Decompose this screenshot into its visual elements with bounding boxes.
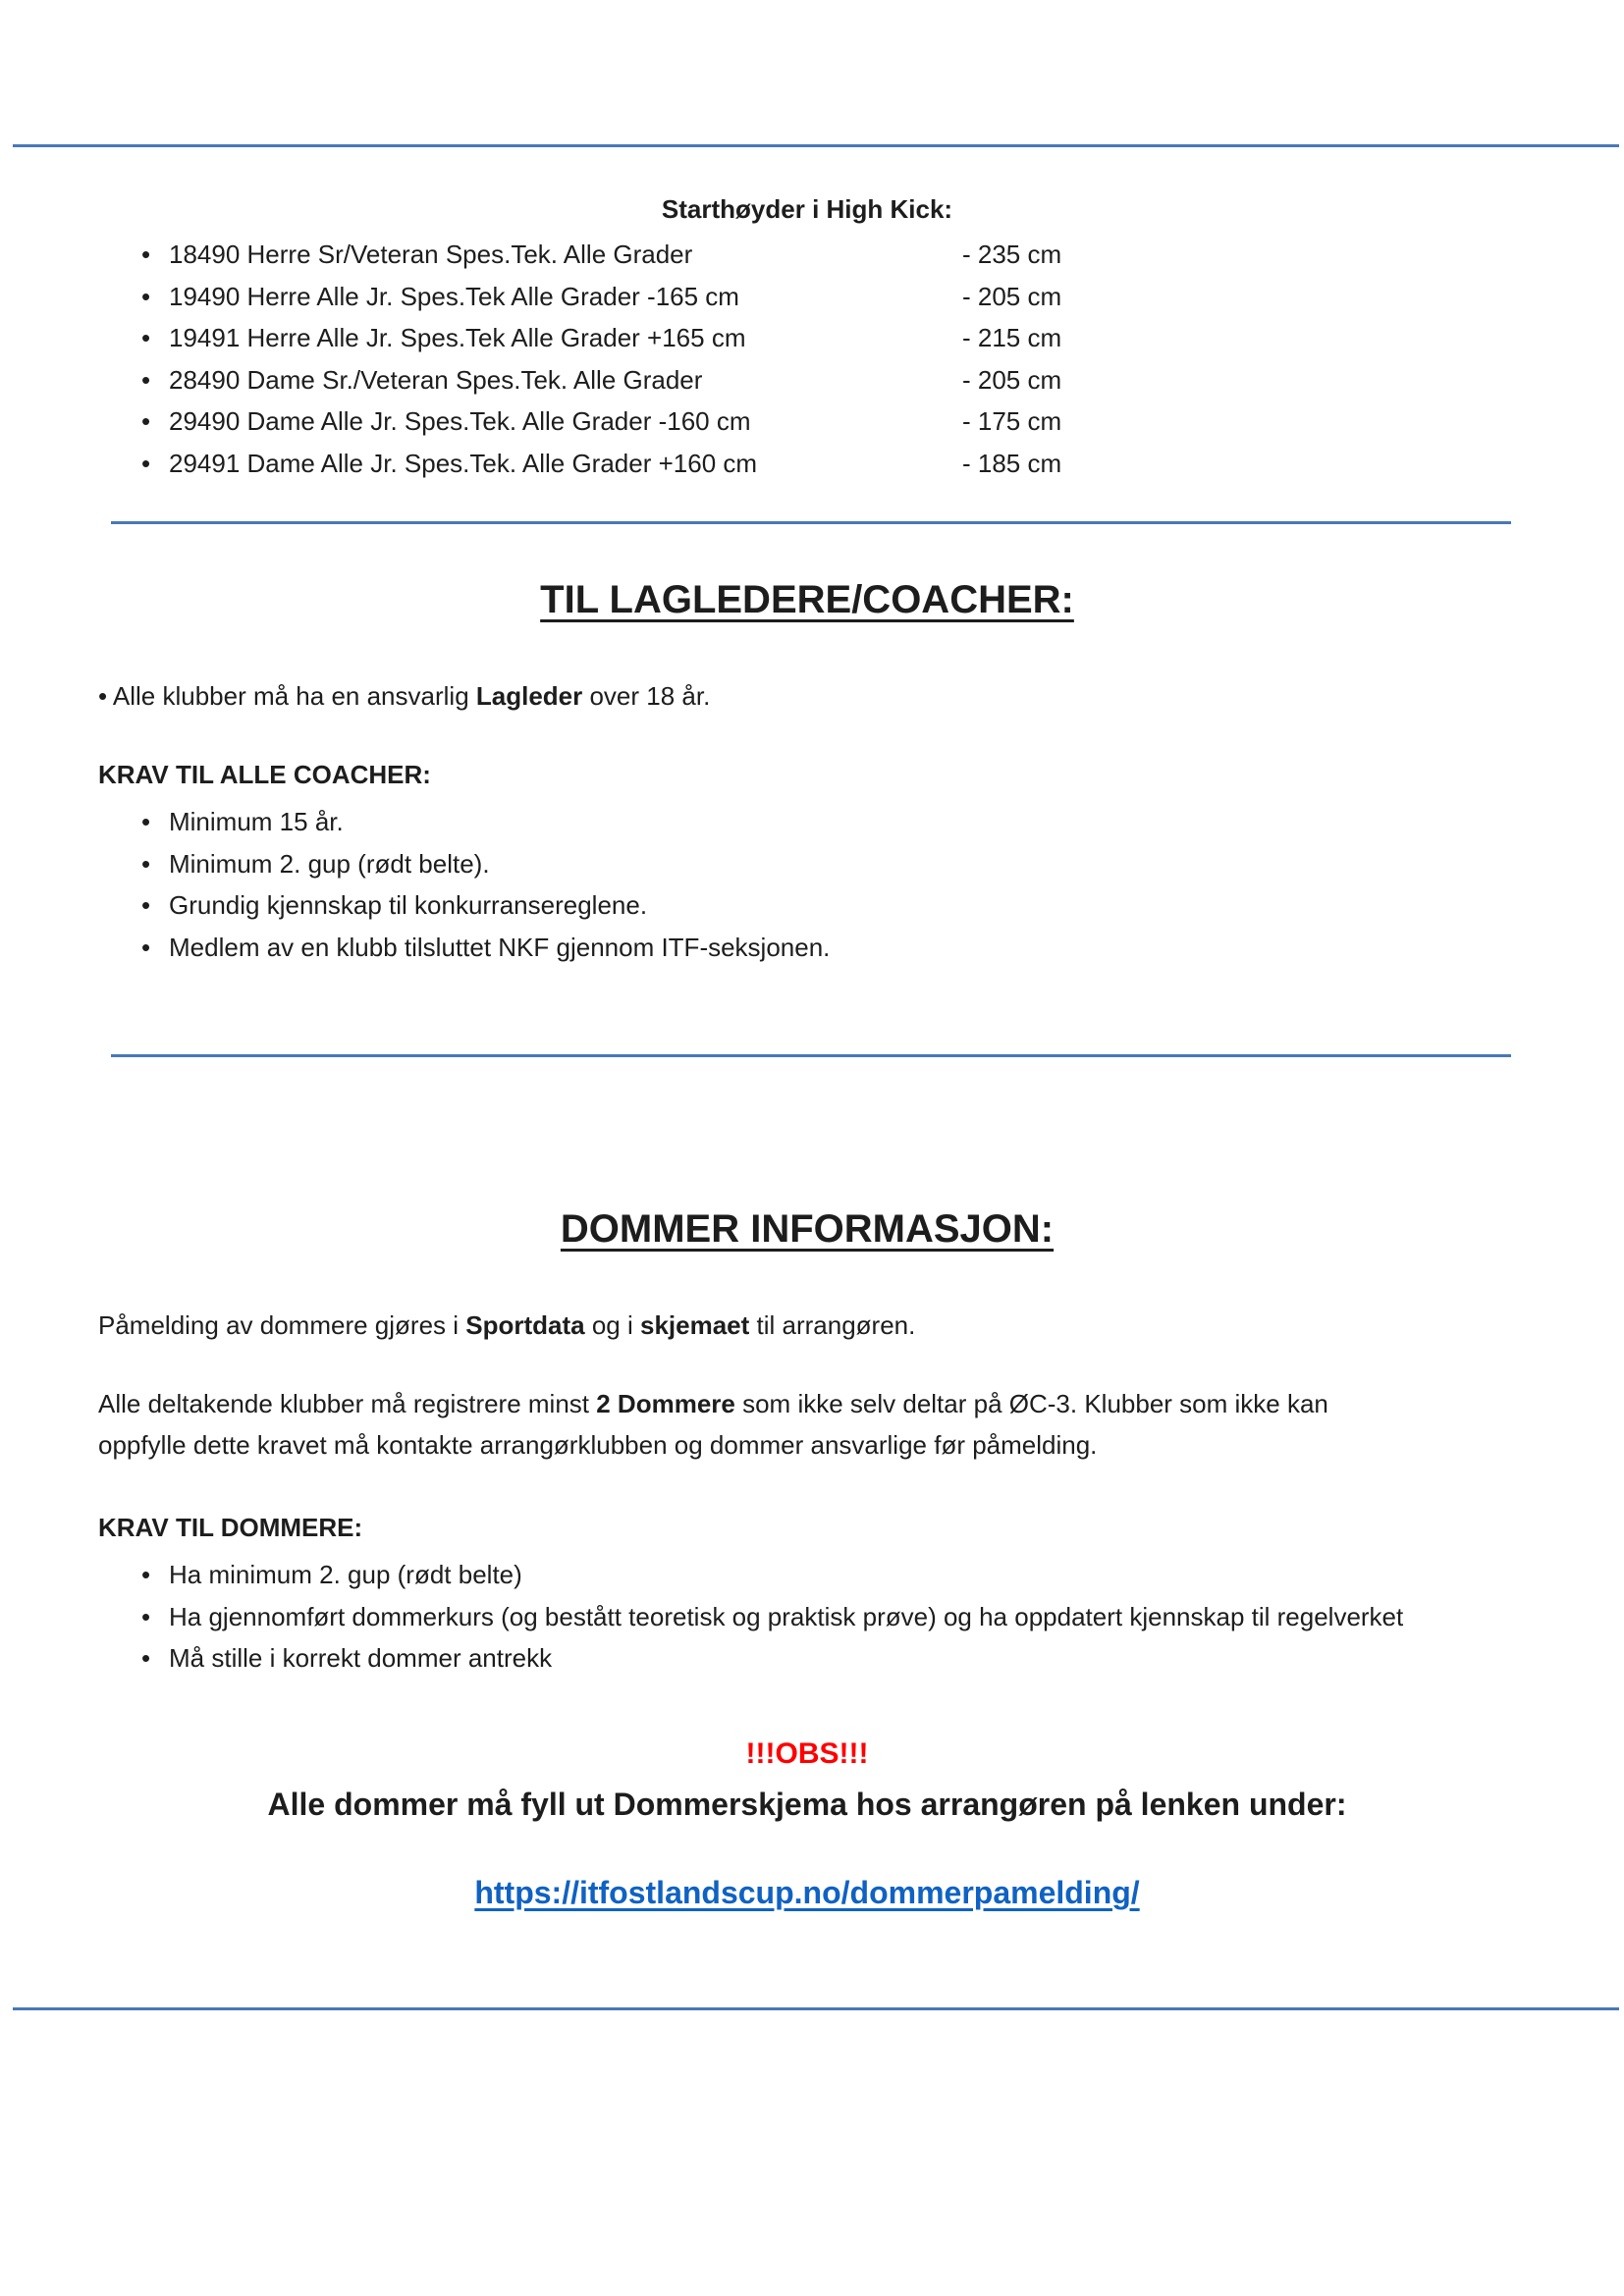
p1-text-end: til arrangøren.: [749, 1310, 916, 1340]
intro-bold-lagleder: Lagleder: [475, 681, 583, 711]
start-height-value: - 215 cm: [962, 323, 1062, 352]
start-height-value: - 205 cm: [962, 364, 1062, 395]
category-label: 19491 Herre Alle Jr. Spes.Tek Alle Grader +165 cm: [169, 323, 746, 352]
category-label: 19490 Herre Alle Jr. Spes.Tek Alle Grader -165 cm: [169, 281, 739, 311]
list-item: [98, 443, 1516, 485]
dommer-registration-link[interactable]: https://itfostlandscup.no/dommerpamelding/: [474, 1874, 1140, 1910]
krav-dommere-heading: KRAV TIL DOMMERE:: [98, 1513, 363, 1542]
category-label: 29490 Dame Alle Jr. Spes.Tek. Alle Grader -160 cm: [169, 406, 751, 436]
list-item: [98, 276, 1516, 318]
start-height-value: - 175 cm: [962, 406, 1062, 436]
divider-dommer: [111, 1054, 1511, 1057]
category-label: 29491 Dame Alle Jr. Spes.Tek. Alle Grader +160 cm: [169, 448, 758, 478]
divider-top: [13, 144, 1619, 147]
p2-text: Alle deltakende klubber må registrere minst: [98, 1389, 597, 1418]
list-item: • Må stille i korrekt dommer antrekk: [98, 1637, 1516, 1680]
starthoyder-list: [98, 234, 1516, 484]
start-height-value: - 235 cm: [962, 240, 1062, 269]
list-item: [98, 400, 1516, 443]
p1-text-mid: og i: [584, 1310, 640, 1340]
start-height-value: - 205 cm: [962, 281, 1062, 311]
category-label: 28490 Dame Sr./Veteran Spes.Tek. Alle Grader: [169, 364, 703, 395]
starthoyder-heading: Starthøyder i High Kick:: [661, 194, 953, 224]
document-content: [0, 190, 1624, 1917]
list-item: • Minimum 2. gup (rødt belte).: [98, 843, 1516, 885]
obs-note: Alle dommer må fyll ut Dommerskjema hos arrangøren på lenken under:: [267, 1786, 1347, 1822]
krav-coacher-heading: KRAV TIL ALLE COACHER:: [98, 760, 431, 789]
list-item: [98, 317, 1516, 359]
dommer-heading: DOMMER INFORMASJON:: [560, 1207, 1055, 1251]
krav-dommere-list: [98, 1554, 1516, 1680]
list-item: [98, 359, 1516, 401]
list-item: • Medlem av en klubb tilsluttet NKF gjennom ITF-seksjonen.: [98, 927, 1516, 969]
lagledere-intro: [98, 675, 1516, 717]
list-item: • Minimum 15 år.: [98, 801, 1516, 843]
category-label: 18490 Herre Sr/Veteran Spes.Tek. Alle Grader: [169, 240, 693, 269]
link-line: [98, 1870, 1516, 1917]
p2-bold-dommere: 2 Dommere: [596, 1389, 735, 1418]
p1-bold-sportdata: Sportdata: [465, 1310, 585, 1340]
krav-coacher-list: [98, 801, 1516, 968]
list-item: • Ha minimum 2. gup (rødt belte): [98, 1554, 1516, 1596]
intro-text-end: over 18 år.: [582, 681, 711, 711]
intro-text: • Alle klubber må ha en ansvarlig: [98, 681, 476, 711]
divider-lagledere: [111, 521, 1511, 524]
obs-warning: !!!OBS!!!: [745, 1736, 869, 1770]
dommer-paragraph-2: [98, 1383, 1404, 1466]
p1-bold-skjemaet: skjemaet: [639, 1310, 750, 1340]
list-item: • Ha gjennomført dommerkurs (og bestått teoretisk og praktisk prøve) og ha oppdatert kjennskap til regelverket: [98, 1596, 1408, 1638]
lagledere-heading: TIL LAGLEDERE/COACHER:: [540, 578, 1074, 621]
dommer-paragraph-1: [98, 1305, 1516, 1346]
p1-text: Påmelding av dommere gjøres i: [98, 1310, 466, 1340]
p2-text-end: som ikke selv deltar på ØC-3. Klubber som ikke kan oppfylle dette kravet må kontakte arrangørklubben og dommer ansvarlige før påmelding.: [98, 1389, 1328, 1460]
divider-bottom: [13, 2007, 1619, 2010]
list-item: [98, 234, 1516, 276]
list-item: • Grundig kjennskap til konkurransereglene.: [98, 884, 1516, 927]
start-height-value: - 185 cm: [962, 448, 1062, 478]
